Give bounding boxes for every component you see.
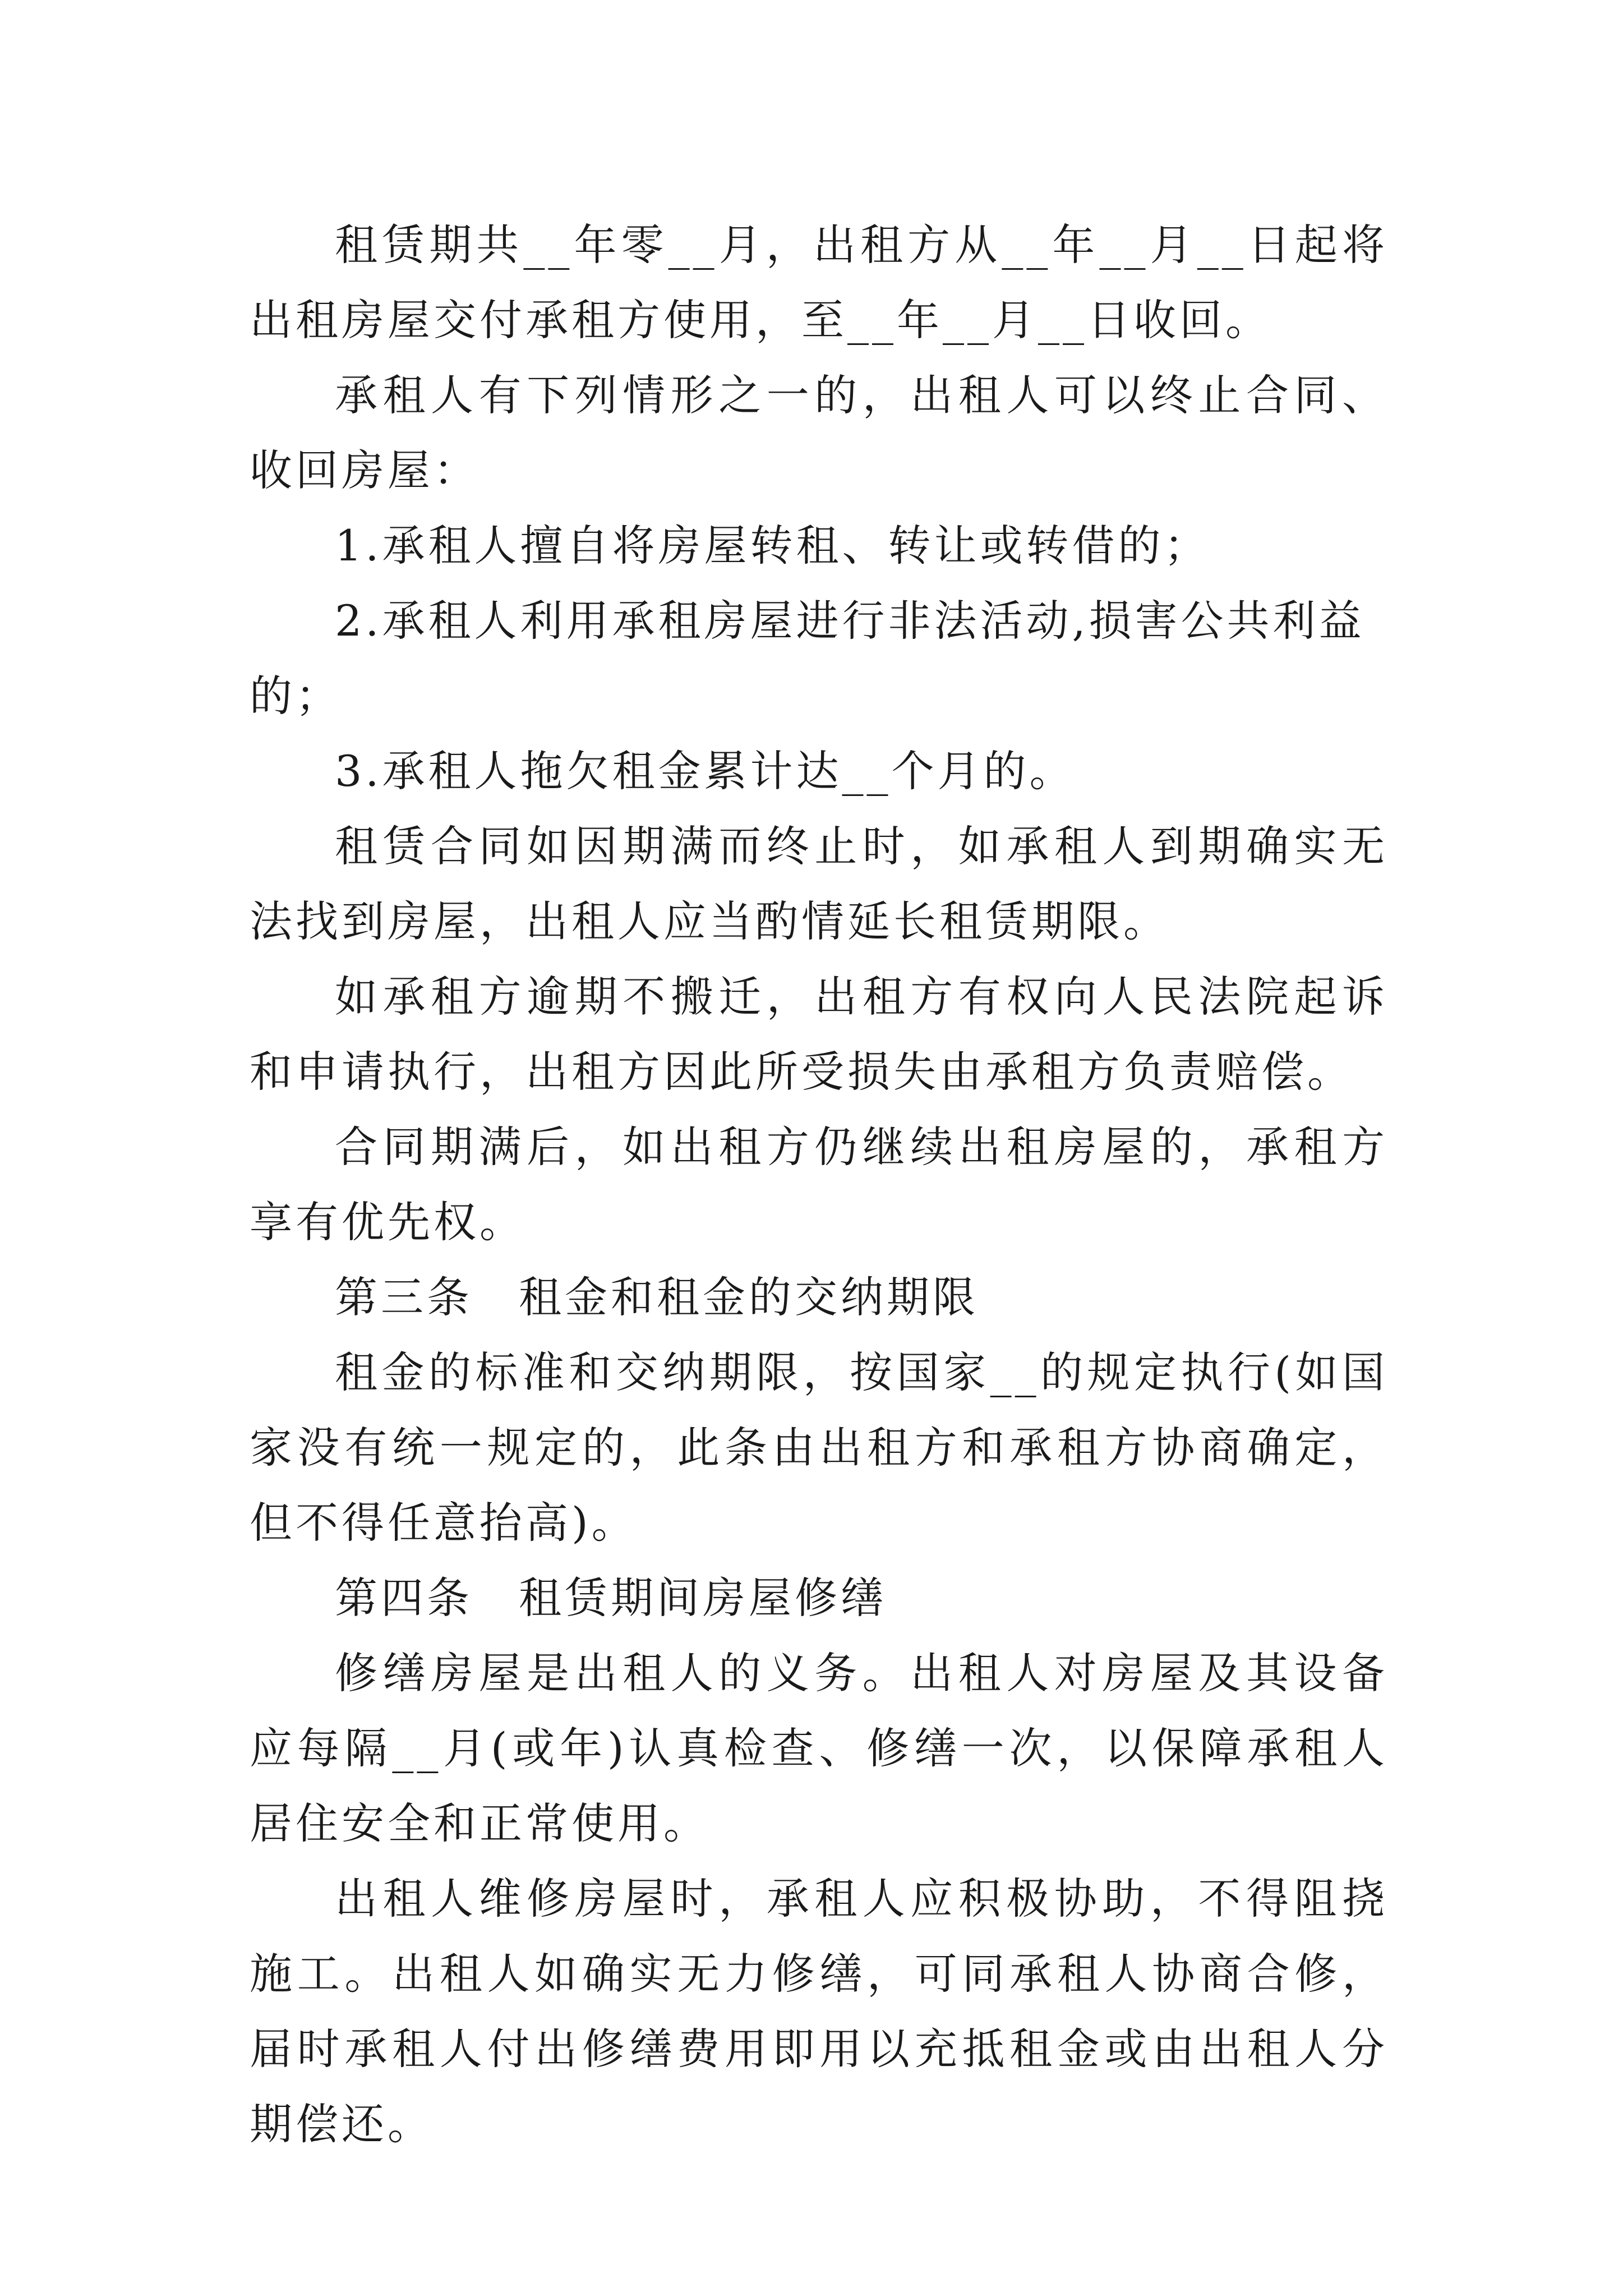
paragraph-repair-cooperation: 出租人维修房屋时，承租人应积极协助，不得阻挠施工。出租人如确实无力修缮，可同承租人协商合修，届时承租人付出修缮费用即用以充抵租金或由出租人分期偿还。 — [250, 1874, 1388, 2149]
paragraph-rent-standard: 租金的标准和交纳期限，按国家__的规定执行(如国家没有统一规定的，此条由出租方和承租方协商确定，但不得任意抬高)。 — [250, 1347, 1388, 1548]
paragraph-overdue-relocation: 如承租方逾期不搬迁，出租方有权向人民法院起诉和申请执行，出租方因此所受损失由承租方负责赔偿。 — [250, 972, 1388, 1097]
paragraph-lease-term: 租赁期共__年零__月，出租方从__年__月__日起将出租房屋交付承租方使用，至__年__月__日收回。 — [250, 220, 1388, 345]
paragraph-termination-conditions: 承租人有下列情形之一的，出租人可以终止合同、收回房屋： — [250, 370, 1388, 495]
list-item-sublet: 1.承租人擅自将房屋转租、转让或转借的； — [335, 521, 1210, 570]
list-item-rent-arrears: 3.承租人拖欠租金累计达__个月的。 — [335, 746, 1076, 796]
paragraph-repair-obligation: 修缮房屋是出租人的义务。出租人对房屋及其设备应每隔__月(或年)认真检查、修缮一次，以保障承租人居住安全和正常使用。 — [250, 1648, 1388, 1848]
list-item-illegal-activity: 2.承租人利用承租房屋进行非法活动,损害公共利益的； — [250, 596, 1365, 721]
section-heading-article-3: 第三条 租金和租金的交纳期限 — [335, 1272, 979, 1322]
paragraph-lease-extension: 租赁合同如因期满而终止时，如承租人到期确实无法找到房屋，出租人应当酌情延长租赁期限。 — [250, 821, 1388, 946]
document-body — [250, 208, 1388, 2162]
paragraph-priority-right: 合同期满后，如出租方仍继续出租房屋的，承租方享有优先权。 — [250, 1122, 1388, 1247]
section-heading-article-4: 第四条 租赁期间房屋修缮 — [335, 1573, 887, 1623]
